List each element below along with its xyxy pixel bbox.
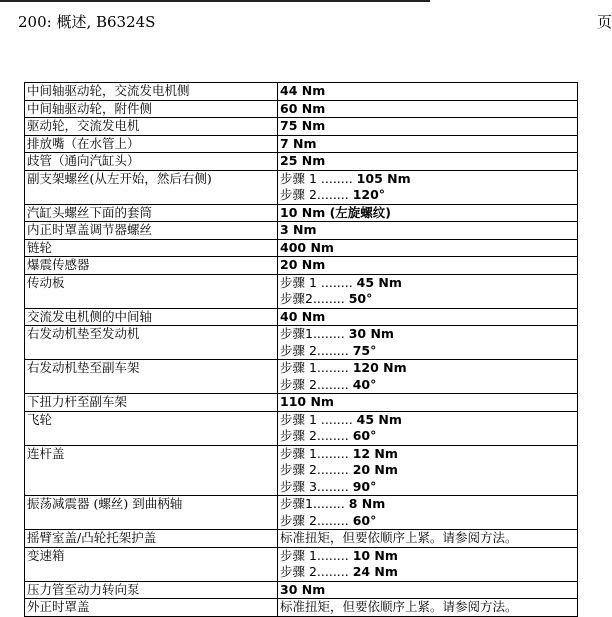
torque-spec-table [24,82,578,617]
step-label: 步骤 1........ [280,547,353,563]
table-row [25,118,578,136]
torque-cell [278,257,578,275]
component-cell: 副支架螺丝(从左开始，然后右侧) [25,170,278,204]
table-row [25,411,578,445]
component-cell: 内正时罩盖调节器螺丝 [25,222,278,240]
torque-value: 400 Nm [280,239,334,255]
component-cell: 飞轮 [25,411,278,445]
table-row [25,204,578,222]
torque-step [280,343,575,360]
torque-cell [278,135,578,153]
component-cell: 变速箱 [25,547,278,581]
component-cell: 中间轴驱动轮，附件侧 [25,100,278,118]
torque-value: 20 Nm [280,257,326,272]
step-value: 8 Nm [348,496,386,511]
step-label: 步骤 2........ [280,512,353,528]
step-label: 步骤 1 ........ [280,170,357,186]
step-value: 90° [352,478,377,494]
table-row [25,394,578,412]
step-label: 步骤 1 ........ [280,274,357,290]
step-value: 60° [352,428,377,443]
torque-step [280,564,575,581]
table-row [25,257,578,275]
torque-cell [278,445,578,496]
table-row [25,170,578,204]
table-row [25,547,578,581]
step-label: 步骤2........ [280,291,349,306]
torque-cell [278,100,578,118]
component-cell: 右发动机垫至发动机 [25,326,278,360]
torque-value: 3 Nm [280,222,317,237]
torque-step [280,377,575,394]
table-row [25,581,578,599]
component-cell: 交流发电机侧的中间轴 [25,308,278,326]
step-label: 步骤 2........ [280,376,353,392]
torque-cell [278,83,578,101]
torque-value: 25 Nm [280,153,326,168]
table-row [25,222,578,240]
step-value: 105 Nm [356,170,411,186]
torque-step [280,462,575,479]
table-row [25,360,578,394]
table-row [25,153,578,171]
step-label: 步骤 1 ........ [280,411,357,427]
step-label: 步骤 2........ [280,342,353,358]
torque-cell [278,326,578,360]
component-cell: 下扭力杆至副车架 [25,394,278,412]
step-label: 步骤 1........ [280,360,353,375]
step-label: 步骤 3........ [280,478,353,494]
component-cell: 链轮 [25,239,278,257]
component-cell: 排放嘴（在水管上） [25,135,278,153]
component-cell: 爆震传感器 [25,257,278,275]
table-row [25,135,578,153]
torque-step [280,479,575,496]
torque-value: 110 Nm [280,394,334,409]
step-label: 步骤 2........ [280,187,353,202]
step-value: 50° [348,291,373,306]
component-cell: 外正时罩盖 [25,599,278,617]
table-row [25,308,578,326]
torque-step [280,291,575,308]
component-cell: 压力管至动力转向泵 [25,581,278,599]
table-row [25,100,578,118]
step-value: 30 Nm [348,326,394,341]
torque-value: 7 Nm [280,135,317,151]
table-row [25,274,578,308]
torque-value: 75 Nm [280,118,326,133]
torque-cell [278,530,578,548]
component-cell: 汽缸头螺丝下面的套筒 [25,204,278,222]
top-rule [0,0,430,2]
component-cell: 振荡减震器 (螺丝) 到曲柄轴 [25,496,278,530]
step-value: 60° [352,512,377,528]
torque-cell [278,411,578,445]
torque-cell [278,547,578,581]
step-label: 步骤 2........ [280,428,353,443]
torque-cell [278,599,578,617]
torque-cell [278,274,578,308]
torque-cell [278,360,578,394]
torque-note: 标准扭矩，但要依顺序上紧。请参阅方法。 [280,599,518,614]
step-label: 步骤1........ [280,496,349,511]
torque-step [280,326,575,343]
torque-step [280,412,575,429]
component-cell: 歧管（通向汽缸头） [25,153,278,171]
torque-cell [278,308,578,326]
torque-cell [278,581,578,599]
torque-step [280,496,575,513]
step-value: 120 Nm [352,360,407,375]
table-row [25,239,578,257]
table-row [25,599,578,617]
table-row [25,83,578,101]
step-label: 步骤 1........ [280,445,353,461]
step-value: 75° [352,342,377,358]
torque-step [280,171,575,188]
torque-value: 10 Nm (左旋螺纹) [280,204,392,220]
table-row [25,326,578,360]
component-cell: 驱动轮，交流发电机 [25,118,278,136]
torque-step [280,187,575,204]
page-header: 200: 概述, B6324S [18,13,156,31]
component-cell: 中间轴驱动轮，交流发电机侧 [25,83,278,101]
step-value: 45 Nm [356,411,402,427]
table-row [25,530,578,548]
step-value: 20 Nm [352,462,398,477]
component-cell: 连杆盖 [25,445,278,496]
table-row [25,445,578,496]
torque-step [280,360,575,377]
torque-value: 44 Nm [280,83,326,98]
step-value: 10 Nm [352,547,398,563]
torque-cell [278,496,578,530]
torque-step [280,513,575,530]
torque-step [280,428,575,445]
step-value: 120° [352,187,386,202]
torque-step [280,275,575,292]
table-row [25,496,578,530]
component-cell: 右发动机垫至副车架 [25,360,278,394]
torque-cell [278,394,578,412]
step-label: 步骤 2........ [280,564,353,579]
torque-step [280,548,575,565]
torque-value: 60 Nm [280,100,326,116]
step-value: 24 Nm [352,564,398,579]
torque-value: 40 Nm [280,308,326,324]
torque-note: 标准扭矩，但要依顺序上紧。请参阅方法。 [280,530,518,545]
page-corner-text: 页 [597,13,612,31]
torque-cell [278,239,578,257]
torque-value: 30 Nm [280,581,326,597]
torque-cell [278,222,578,240]
step-label: 步骤 2........ [280,462,353,477]
torque-cell [278,153,578,171]
step-value: 40° [352,376,377,392]
step-value: 45 Nm [356,274,402,290]
step-value: 12 Nm [352,445,398,461]
component-cell: 摇臂室盖/凸轮托架护盖 [25,530,278,548]
torque-cell [278,204,578,222]
torque-step [280,446,575,463]
step-label: 步骤1........ [280,326,349,341]
torque-cell [278,118,578,136]
component-cell: 传动板 [25,274,278,308]
torque-cell [278,170,578,204]
